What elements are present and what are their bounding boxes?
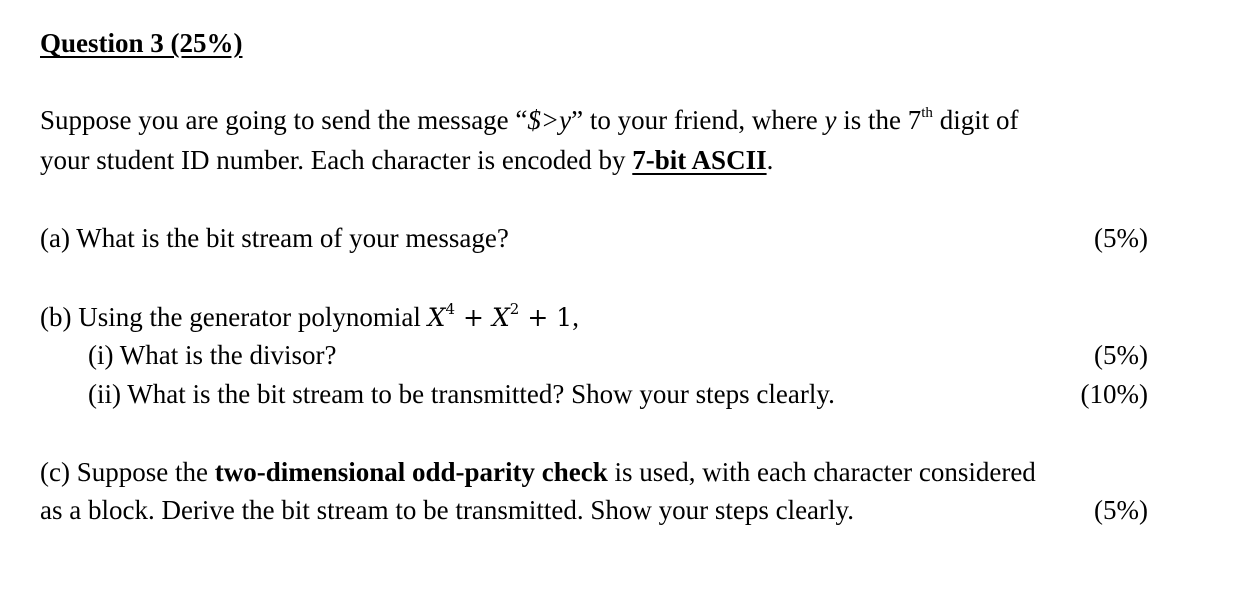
poly-x2: X <box>491 303 510 332</box>
message-string: $>y <box>527 105 572 135</box>
part-c-line-1 <box>40 455 1148 489</box>
part-b <box>40 300 579 335</box>
part-b-i-mark: (5%) <box>1094 340 1148 370</box>
part-a-text: (a) What is the bit stream of your message? <box>40 223 509 253</box>
generator-polynomial <box>427 300 573 332</box>
part-c-mark: (5%) <box>1094 495 1148 525</box>
encoding-name: 7-bit ASCII <box>632 145 767 175</box>
variable-y: y <box>824 105 837 135</box>
intro-line-2 <box>40 143 773 177</box>
intro-line-1 <box>40 103 1148 137</box>
question-title: Question 3 (25%) <box>40 28 243 58</box>
part-b-i <box>88 338 1148 372</box>
intro-text-a: Suppose you are going to send the message “ <box>40 105 528 135</box>
part-b-ii <box>88 377 1148 411</box>
part-b-ii-text: (ii) What is the bit stream to be transmitted? Show your steps clearly. <box>88 379 835 409</box>
part-a <box>40 221 1148 255</box>
part-b-comma: , <box>572 302 579 332</box>
part-c-line-2 <box>40 493 1148 527</box>
poly-plus-2: + <box>527 303 549 332</box>
intro-text-c: is the 7 <box>836 105 922 135</box>
poly-x1: X <box>427 303 446 332</box>
intro-text-b: ” to your friend, where <box>571 105 825 135</box>
parity-method: two-dimensional odd-parity check <box>214 457 608 487</box>
part-b-text: (b) Using the generator polynomial <box>40 302 428 332</box>
poly-constant: 1 <box>556 303 573 332</box>
poly-exp-1: 4 <box>445 300 456 318</box>
part-b-ii-mark: (10%) <box>1080 379 1148 409</box>
poly-plus-1: + <box>463 303 484 332</box>
part-c-text-a: (c) Suppose the <box>40 457 215 487</box>
part-b-i-text: (i) What is the divisor? <box>88 340 337 370</box>
intro-line-2-text: your student ID number. Each character is encoded by <box>40 145 633 175</box>
intro-text-d: digit of <box>932 105 1019 135</box>
part-c-text-b: is used, with each character considered <box>607 457 1036 487</box>
part-c-line-2-text: as a block. Derive the bit stream to be transmitted. Show your steps clearly. <box>40 495 855 525</box>
intro-period: . <box>766 145 774 175</box>
part-c-line-1-text <box>40 455 1036 489</box>
ordinal-superscript: th <box>921 105 933 121</box>
part-a-mark: (5%) <box>1094 223 1148 253</box>
intro-line-1-text <box>40 103 1018 137</box>
poly-exp-2: 2 <box>509 300 520 318</box>
